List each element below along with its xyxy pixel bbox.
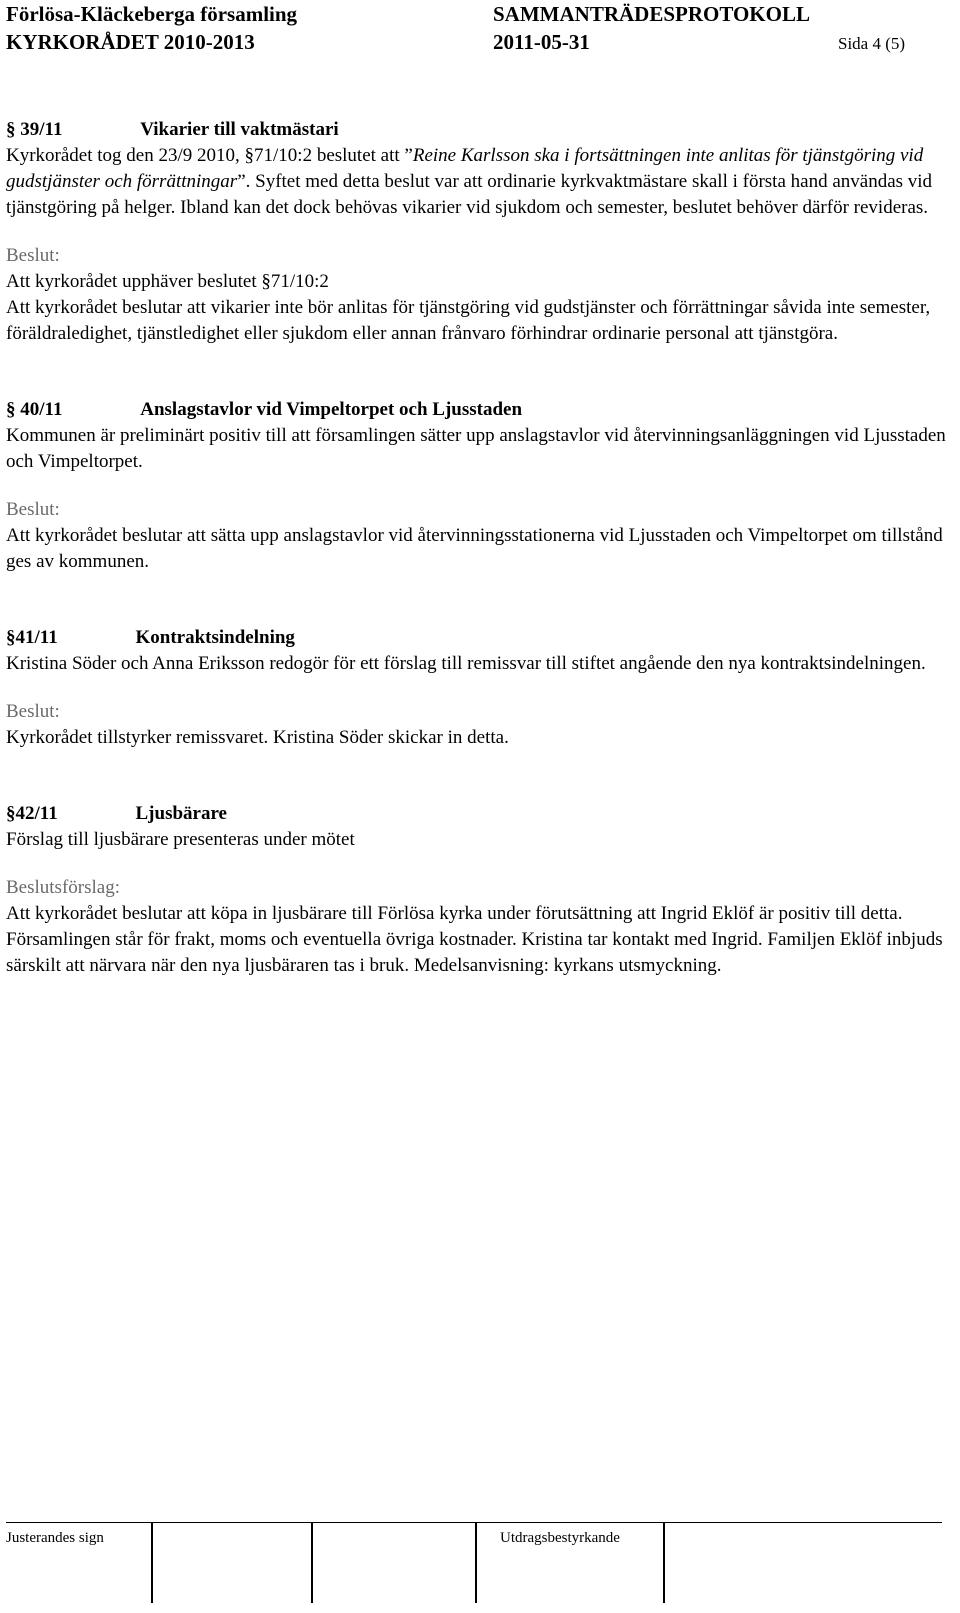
section-body: Kristina Söder och Anna Eriksson redogör för ett förslag till remissvar till stiftet angående den nya kontraktsindelningen.: [6, 653, 926, 674]
decision-label: Beslut:: [6, 245, 60, 266]
decision-text: Att kyrkorådet upphäver beslutet §71/10:2: [6, 271, 329, 292]
section-heading: [6, 625, 956, 651]
section-symbol: §: [6, 119, 16, 140]
signature-box-divider: [663, 1523, 665, 1603]
section-heading: [6, 397, 956, 423]
section-body: Kommunen är preliminärt positiv till att församlingen sätter upp anslagstavlor vid återvinningsanläggningen vid Ljusstaden och Vimpeltorpet.: [6, 425, 946, 472]
section-symbol: §: [6, 627, 16, 648]
footer-divider: [6, 1522, 942, 1523]
document-type: SAMMANTRÄDESPROTOKOLL: [493, 2, 810, 26]
page-number: Sida 4 (5): [838, 34, 906, 53]
section-gap: [6, 751, 956, 801]
section-title: Ljusbärare: [135, 803, 227, 824]
signature-box-divider: [151, 1523, 153, 1603]
organization-name: Förlösa-Kläckeberga församling: [6, 2, 298, 26]
section-title: Vikarier till vaktmästari: [140, 119, 339, 140]
section-gap: [6, 347, 956, 397]
decision-label: Beslut:: [6, 701, 60, 722]
body-text: ”. Syftet med detta beslut var att ordinarie kyrkvaktmästare skall i första hand användas vid tjänstgöring på helger. Ibland kan det dock behövas vikarier vid sjukdom och semester, beslutet behöver därför revideras.: [6, 171, 933, 218]
decision-text: Att kyrkorådet beslutar att vikarier inte bör anlitas för tjänstgöring vid gudstjänster och förrättningar såvida inte semester, föräldraledighet, tjänstledighet eller sjukdom eller annan frånvaro förhindrar ordinarie personal att tjänstgöra.: [6, 297, 931, 344]
decision-text: Att kyrkorådet beslutar att sätta upp anslagstavlor vid återvinningsstationerna vid Ljusstaden och Vimpeltorpet om tillstånd ges av kommunen.: [6, 525, 943, 572]
section-42-11: [6, 801, 956, 979]
signature-box-divider: [475, 1523, 477, 1603]
section-heading: [6, 117, 956, 143]
decision-text: Att kyrkorådet beslutar att köpa in ljusbärare till Förlösa kyrka under förutsättning att Ingrid Eklöf är positiv till detta. Församlingen står för frakt, moms och eventuella övriga kostnader. Kristina tar kontakt med Ingrid. Familjen Eklöf inbjuds särskilt att närvara när den nya ljusbäraren tas i bruk. Medelsanvisning: kyrkans utsmyckning.: [6, 903, 943, 976]
meeting-date: 2011-05-31: [493, 30, 590, 54]
utdragsbestyrkande-label: Utdragsbestyrkande: [500, 1530, 620, 1546]
section-gap: [6, 575, 956, 625]
signature-box-divider: [311, 1523, 313, 1603]
decision-text: Kyrkorådet tillstyrker remissvaret. Kristina Söder skickar in detta.: [6, 727, 509, 748]
section-40-11: [6, 397, 956, 575]
decision-label: Beslut:: [6, 499, 60, 520]
section-body: Förslag till ljusbärare presenteras under mötet: [6, 829, 355, 850]
section-symbol: §: [6, 399, 16, 420]
body-text: Kyrkorådet tog den 23/9 2010, §71/10:2 beslutet att ”: [6, 145, 413, 166]
section-number: 39/11: [20, 119, 63, 140]
quoted-decision: Reine Karlsson ska i fortsättningen inte anlitas för tjänstgöring vid gudstjänster och förrättningar: [6, 145, 924, 192]
section-41-11: [6, 625, 956, 751]
council-period: KYRKORÅDET 2010-2013: [6, 30, 255, 54]
section-title: Anslagstavlor vid Vimpeltorpet och Ljusstaden: [140, 399, 523, 420]
section-number: 42/11: [15, 803, 58, 824]
section-title: Kontraktsindelning: [135, 627, 295, 648]
decision-label: Beslutsförslag:: [6, 877, 120, 898]
section-symbol: §: [6, 803, 16, 824]
section-body: [6, 143, 956, 221]
section-number: 41/11: [15, 627, 58, 648]
section-39-11: [6, 117, 956, 347]
section-heading: [6, 801, 956, 827]
justerandes-sign-label: Justerandes sign: [6, 1530, 104, 1546]
protocol-content: [6, 117, 956, 979]
section-number: 40/11: [20, 399, 63, 420]
